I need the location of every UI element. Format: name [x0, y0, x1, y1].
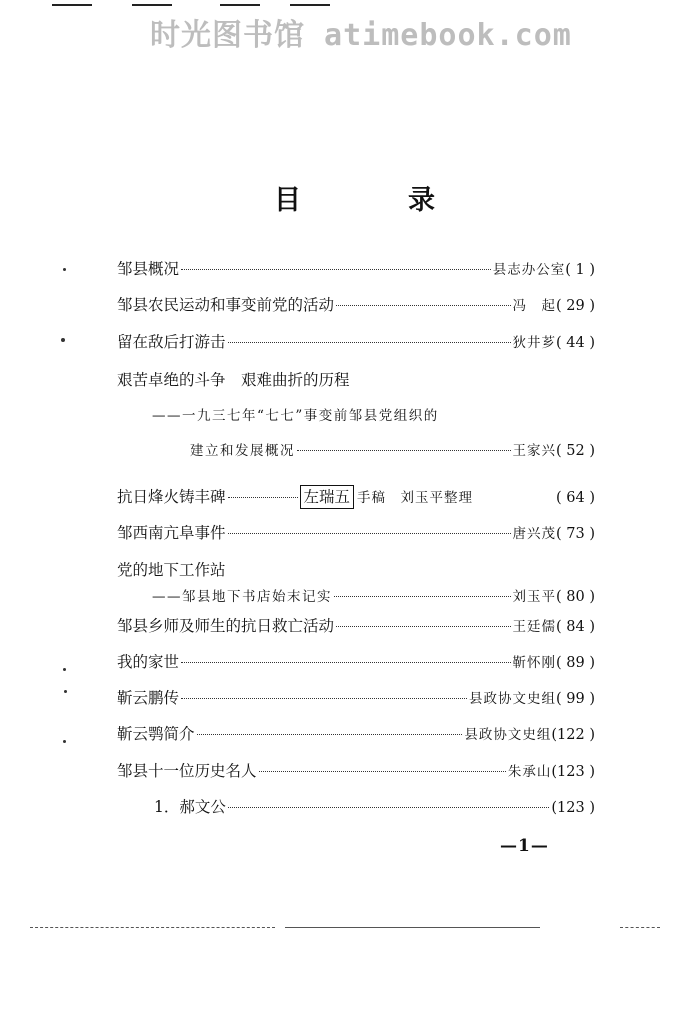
title-char-2: 录 — [408, 185, 435, 216]
toc-author: 手稿 刘玉平整理 — [357, 490, 474, 506]
watermark: 时光图书馆 atimebook.com — [150, 18, 572, 53]
toc-page: ( 1 ) — [565, 262, 595, 278]
toc-author: 朱承山 — [507, 764, 552, 780]
toc-title: 建立和发展概况 — [190, 443, 295, 459]
margin-mark — [63, 740, 66, 743]
toc-entry[interactable] — [152, 586, 595, 608]
page-title — [0, 178, 684, 214]
toc-page: ( 89 ) — [556, 655, 595, 671]
toc-page: ( 80 ) — [556, 589, 595, 605]
dot-leader — [336, 305, 511, 306]
toc-entry[interactable] — [117, 258, 595, 281]
toc-author: 县政协文史组 — [469, 691, 557, 707]
toc-entry[interactable] — [117, 723, 595, 746]
toc-title: 邹县十一位历史名人 — [117, 762, 257, 780]
dot-leader — [228, 342, 511, 343]
toc-entry[interactable] — [117, 615, 595, 638]
toc-title: 邹县乡师及师生的抗日救亡活动 — [117, 617, 335, 635]
toc-author: 狄井芗 — [512, 335, 557, 351]
dot-leader — [297, 450, 511, 451]
bottom-rule — [285, 927, 540, 929]
toc-title: 1．郝文公 — [154, 798, 226, 816]
dot-leader — [228, 533, 511, 534]
dot-leader — [336, 626, 511, 627]
toc-title: 靳云鹗简介 — [117, 725, 195, 743]
dot-leader — [228, 497, 298, 498]
margin-mark — [61, 338, 65, 342]
dot-leader — [259, 771, 506, 772]
toc-entry[interactable] — [117, 651, 595, 674]
margin-mark — [63, 268, 66, 271]
margin-mark — [63, 668, 66, 671]
dot-leader — [181, 662, 511, 663]
toc-page: ( 73 ) — [556, 526, 595, 542]
toc-page: ( 64 ) — [556, 490, 595, 506]
toc-entry[interactable] — [117, 522, 595, 545]
toc-page: (122 ) — [551, 727, 595, 743]
toc-entry[interactable] — [154, 796, 595, 819]
toc-entry[interactable] — [190, 440, 595, 462]
toc-title: 邹西南亢阜事件 — [117, 524, 226, 542]
toc-subtitle-text: ——一九三七年“七七”事变前邹县党组织的 — [152, 408, 439, 424]
toc-title: 抗日烽火铸丰碑 — [117, 488, 226, 506]
boxed-author-name: 左瑞五 — [300, 485, 355, 509]
toc-page: (123 ) — [551, 800, 595, 816]
toc-entry[interactable] — [117, 559, 226, 581]
top-rule — [220, 4, 260, 6]
toc-author: 县志办公室 — [492, 262, 566, 278]
top-rule — [52, 4, 92, 6]
toc-author: 冯 起 — [512, 298, 557, 314]
toc-title: 靳云鹏传 — [117, 689, 180, 707]
toc-entry[interactable] — [117, 331, 595, 354]
top-rule — [290, 4, 330, 6]
toc-entry[interactable] — [117, 485, 595, 509]
toc-author: 王家兴 — [512, 443, 557, 459]
toc-entry[interactable] — [117, 294, 595, 317]
toc-title: ——邹县地下书店始末记实 — [152, 589, 332, 605]
bottom-rule — [620, 927, 660, 929]
toc-page: (123 ) — [551, 764, 595, 780]
toc-title: 留在敌后打游击 — [117, 333, 226, 351]
dot-leader — [197, 734, 463, 735]
toc-author: 县政协文史组 — [464, 727, 552, 743]
dot-leader — [181, 269, 491, 270]
toc-author: 唐兴茂 — [512, 526, 557, 542]
toc-page: ( 44 ) — [556, 335, 595, 351]
title-char-1: 目 — [274, 185, 301, 216]
top-rule — [132, 4, 172, 6]
toc-page: ( 84 ) — [556, 619, 595, 635]
dot-leader — [334, 596, 511, 597]
toc-entry[interactable] — [117, 687, 595, 710]
dot-leader — [181, 698, 467, 699]
toc-author: 靳怀刚 — [512, 655, 557, 671]
toc-page: ( 52 ) — [556, 443, 595, 459]
toc-author: 王廷儒 — [512, 619, 557, 635]
toc-title: 邹县概况 — [117, 260, 180, 278]
toc-author: 刘玉平 — [512, 589, 557, 605]
toc-page: ( 99 ) — [556, 691, 595, 707]
toc-entry[interactable] — [117, 760, 595, 783]
toc-title: 党的地下工作站 — [117, 561, 226, 579]
toc-entry[interactable] — [117, 369, 350, 391]
dot-leader — [228, 807, 550, 808]
toc-title: 我的家世 — [117, 653, 180, 671]
toc-title: 艰苦卓绝的斗争 艰难曲折的历程 — [117, 371, 350, 389]
toc-title: 邹县农民运动和事变前党的活动 — [117, 296, 335, 314]
margin-mark — [64, 690, 67, 693]
bottom-rule — [30, 927, 275, 929]
page-number: —1— — [500, 836, 549, 856]
toc-page: ( 29 ) — [556, 298, 595, 314]
toc-subtitle — [152, 405, 439, 427]
